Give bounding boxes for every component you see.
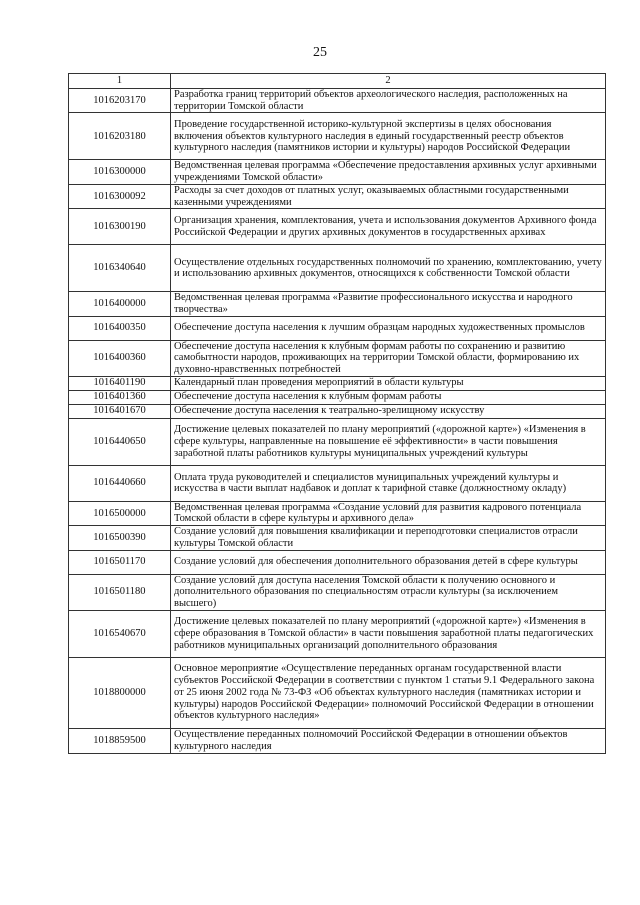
row-code: 1016401360 [69,390,171,404]
row-code: 1016501170 [69,550,171,574]
table-row [69,89,606,113]
row-name: Обеспечение доступа населения к клубным формам работы по сохранению и развитию самобытности народов, проживающих на территории Томской области, формированию их духовно-нравственных потребностей [171,340,606,376]
column-header-code: 1 [69,74,171,89]
table-header-row [69,74,606,89]
row-name: Основное мероприятие «Осуществление переданных органам государственной власти субъектов Российской Федерации в соответствии с пунктом 1 статьи 9.1 Федерального закона от 25 июня 2002 года № 73-ФЗ «Об объектах культурного наследия (памятниках истории и культуры) народов Российской Федерации» полномочий Российской Федерации в отношении объектов культурного наследия» [171,657,606,728]
row-name: Ведомственная целевая программа «Создание условий для развития кадрового потенциала Томской области в сфере культуры и архивного дела» [171,501,606,525]
row-name: Календарный план проведения мероприятий в области культуры [171,376,606,390]
row-code: 1016401670 [69,404,171,418]
row-name: Достижение целевых показателей по плану мероприятий («дорожной карте») «Изменения в сфере культуры, направленные на повышение её эффективности» в части повышения заработной платы работников культуры муниципальных учреждений культуры [171,418,606,465]
row-code: 1016440660 [69,465,171,501]
table-row [69,465,606,501]
row-code: 1016401190 [69,376,171,390]
row-code: 1016440650 [69,418,171,465]
table-row [69,501,606,525]
row-code: 1018800000 [69,657,171,728]
row-code: 1016300190 [69,209,171,245]
table-row [69,209,606,245]
table-row [69,160,606,184]
table-body [69,89,606,754]
row-code: 1016300092 [69,184,171,208]
row-name: Осуществление переданных полномочий Российской Федерации в отношении объектов культурного наследия [171,728,606,753]
row-code: 1016300000 [69,160,171,184]
row-name: Проведение государственной историко-культурной экспертизы в целях обоснования включения объектов культурного наследия в единый государственный реестр объектов культурного наследия (памятников истории и культуры) народов Российской Федерации [171,113,606,160]
table-row [69,526,606,550]
row-name: Обеспечение доступа населения к театрально-зрелищному искусству [171,404,606,418]
table-row [69,610,606,657]
table-row [69,550,606,574]
table-row [69,376,606,390]
row-code: 1018859500 [69,728,171,753]
row-code: 1016340640 [69,245,171,292]
row-name: Осуществление отдельных государственных полномочий по хранению, комплектованию, учету и использованию архивных документов, относящихся к собственности Томской области [171,245,606,292]
table-row [69,316,606,340]
budget-codes-table [68,73,606,754]
table-row [69,657,606,728]
row-name: Ведомственная целевая программа «Обеспечение предоставления архивных услуг архивными учреждениями Томской области» [171,160,606,184]
row-code: 1016203170 [69,89,171,113]
row-name: Организация хранения, комплектования, учета и использования документов Архивного фонда Российской Федерации и других архивных документов в государственных архивах [171,209,606,245]
table-row [69,390,606,404]
row-name: Создание условий для обеспечения дополнительного образования детей в сфере культуры [171,550,606,574]
row-name: Разработка границ территорий объектов археологического наследия, расположенных на территории Томской области [171,89,606,113]
table-row [69,404,606,418]
table-row [69,292,606,316]
table-row [69,245,606,292]
row-code: 1016540670 [69,610,171,657]
row-code: 1016500390 [69,526,171,550]
column-header-name: 2 [171,74,606,89]
table-row [69,418,606,465]
row-code: 1016500000 [69,501,171,525]
row-code: 1016400350 [69,316,171,340]
table-row [69,113,606,160]
row-name: Ведомственная целевая программа «Развитие профессионального искусства и народного творчества» [171,292,606,316]
row-name: Оплата труда руководителей и специалистов муниципальных учреждений культуры и искусства в части выплат надбавок и доплат к тарифной ставке (должностному окладу) [171,465,606,501]
row-name: Обеспечение доступа населения к клубным формам работы [171,390,606,404]
table-row [69,574,606,610]
row-name: Создание условий для доступа населения Томской области к получению основного и дополнительного образования по специальностям отрасли культуры (за исключением высшего) [171,574,606,610]
row-name: Достижение целевых показателей по плану мероприятий («дорожной карте») «Изменения в сфере образования в Томской области» в части повышения заработной платы педагогических работников муниципальных организаций дополнительного образования [171,610,606,657]
row-name: Обеспечение доступа населения к лучшим образцам народных художественных промыслов [171,316,606,340]
row-name: Создание условий для повышения квалификации и переподготовки специалистов отрасли культуры Томской области [171,526,606,550]
table-row [69,184,606,208]
row-code: 1016501180 [69,574,171,610]
row-name: Расходы за счет доходов от платных услуг, оказываемых областными государственными казенными учреждениями [171,184,606,208]
row-code: 1016400000 [69,292,171,316]
row-code: 1016203180 [69,113,171,160]
table-row [69,340,606,376]
row-code: 1016400360 [69,340,171,376]
table-row [69,728,606,753]
page-number: 25 [313,45,327,60]
